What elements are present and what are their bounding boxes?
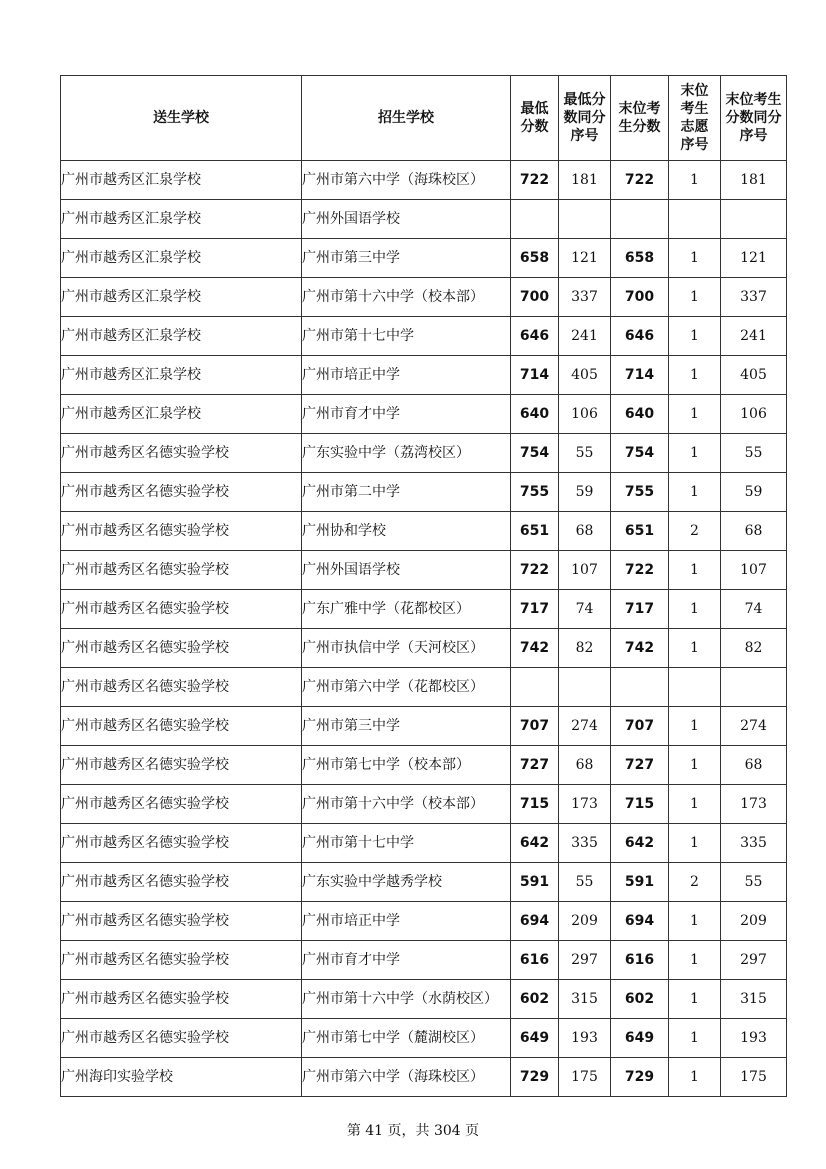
min-score-cell: 722: [511, 551, 559, 590]
recv-school-cell: 广州市培正中学: [302, 902, 511, 941]
header-min-score: 最低分数: [511, 76, 559, 161]
header-recv-school: 招生学校: [302, 76, 511, 161]
recv-school-cell: 广州市育才中学: [302, 395, 511, 434]
table-row: [61, 434, 787, 473]
recv-school-cell: 广州市第十六中学（校本部）: [302, 278, 511, 317]
last-rank-cell: 337: [721, 278, 787, 317]
min-rank-cell: 82: [559, 629, 611, 668]
table-row: [61, 1019, 787, 1058]
last-rank-cell: 59: [721, 473, 787, 512]
last-score-cell: 727: [611, 746, 669, 785]
min-score-cell: 707: [511, 707, 559, 746]
last-score-cell: 754: [611, 434, 669, 473]
last-pref-cell: 1: [669, 980, 721, 1019]
min-rank-cell: [559, 668, 611, 707]
last-pref-cell: 1: [669, 941, 721, 980]
last-pref-cell: 1: [669, 590, 721, 629]
send-school-cell: 广州市越秀区名德实验学校: [61, 863, 302, 902]
min-rank-cell: 173: [559, 785, 611, 824]
last-score-cell: 729: [611, 1058, 669, 1097]
last-score-cell: 717: [611, 590, 669, 629]
header-last-pref: 末位考生志愿序号: [669, 76, 721, 161]
last-rank-cell: 175: [721, 1058, 787, 1097]
min-rank-cell: 335: [559, 824, 611, 863]
min-rank-cell: 181: [559, 161, 611, 200]
last-score-cell: 714: [611, 356, 669, 395]
table-body: [61, 161, 787, 1097]
last-pref-cell: 1: [669, 239, 721, 278]
last-score-cell: 722: [611, 161, 669, 200]
table-row: [61, 1058, 787, 1097]
last-score-cell: 700: [611, 278, 669, 317]
min-rank-cell: [559, 200, 611, 239]
header-send-school: 送生学校: [61, 76, 302, 161]
last-pref-cell: 2: [669, 863, 721, 902]
recv-school-cell: 广州市第十六中学（校本部）: [302, 785, 511, 824]
min-score-cell: 700: [511, 278, 559, 317]
last-rank-cell: 209: [721, 902, 787, 941]
min-rank-cell: 106: [559, 395, 611, 434]
last-pref-cell: 1: [669, 278, 721, 317]
last-rank-cell: 274: [721, 707, 787, 746]
send-school-cell: 广州市越秀区名德实验学校: [61, 707, 302, 746]
recv-school-cell: 广州市第十七中学: [302, 824, 511, 863]
last-score-cell: 642: [611, 824, 669, 863]
last-pref-cell: [669, 668, 721, 707]
last-pref-cell: 1: [669, 746, 721, 785]
min-score-cell: 640: [511, 395, 559, 434]
last-score-cell: 640: [611, 395, 669, 434]
last-pref-cell: 1: [669, 707, 721, 746]
last-rank-cell: 68: [721, 746, 787, 785]
send-school-cell: 广州市越秀区汇泉学校: [61, 317, 302, 356]
min-score-cell: 714: [511, 356, 559, 395]
header-last-score: 末位考生分数: [611, 76, 669, 161]
send-school-cell: 广州市越秀区名德实验学校: [61, 941, 302, 980]
send-school-cell: 广州市越秀区汇泉学校: [61, 395, 302, 434]
table-row: [61, 161, 787, 200]
last-pref-cell: 1: [669, 785, 721, 824]
last-score-cell: 742: [611, 629, 669, 668]
last-rank-cell: 55: [721, 863, 787, 902]
last-rank-cell: 241: [721, 317, 787, 356]
last-rank-cell: 315: [721, 980, 787, 1019]
table-row: [61, 200, 787, 239]
recv-school-cell: 广州市第六中学（海珠校区）: [302, 161, 511, 200]
last-pref-cell: 1: [669, 317, 721, 356]
min-score-cell: 727: [511, 746, 559, 785]
table-row: [61, 473, 787, 512]
min-score-cell: 717: [511, 590, 559, 629]
last-rank-cell: [721, 200, 787, 239]
header-last-rank: 末位考生分数同分序号: [721, 76, 787, 161]
table-row: [61, 629, 787, 668]
min-rank-cell: 74: [559, 590, 611, 629]
last-pref-cell: 1: [669, 1058, 721, 1097]
last-score-cell: 649: [611, 1019, 669, 1058]
last-rank-cell: 106: [721, 395, 787, 434]
send-school-cell: 广州市越秀区名德实验学校: [61, 902, 302, 941]
min-score-cell: [511, 668, 559, 707]
recv-school-cell: 广东广雅中学（花都校区）: [302, 590, 511, 629]
recv-school-cell: 广州市第七中学（校本部）: [302, 746, 511, 785]
last-score-cell: 591: [611, 863, 669, 902]
recv-school-cell: 广州市第三中学: [302, 707, 511, 746]
last-score-cell: 616: [611, 941, 669, 980]
recv-school-cell: 广州市第六中学（花都校区）: [302, 668, 511, 707]
min-score-cell: 646: [511, 317, 559, 356]
last-score-cell: 755: [611, 473, 669, 512]
min-score-cell: 694: [511, 902, 559, 941]
recv-school-cell: 广州市第二中学: [302, 473, 511, 512]
table-row: [61, 317, 787, 356]
min-rank-cell: 405: [559, 356, 611, 395]
last-pref-cell: 1: [669, 434, 721, 473]
recv-school-cell: 广州市第十六中学（水荫校区）: [302, 980, 511, 1019]
last-pref-cell: 1: [669, 629, 721, 668]
table-row: [61, 356, 787, 395]
send-school-cell: 广州市越秀区名德实验学校: [61, 746, 302, 785]
table-row: [61, 707, 787, 746]
send-school-cell: 广州市越秀区名德实验学校: [61, 434, 302, 473]
last-rank-cell: 121: [721, 239, 787, 278]
recv-school-cell: 广州市育才中学: [302, 941, 511, 980]
min-rank-cell: 59: [559, 473, 611, 512]
table-row: [61, 590, 787, 629]
table-row: [61, 668, 787, 707]
table-row: [61, 902, 787, 941]
send-school-cell: 广州市越秀区名德实验学校: [61, 785, 302, 824]
min-score-cell: 715: [511, 785, 559, 824]
send-school-cell: 广州海印实验学校: [61, 1058, 302, 1097]
last-rank-cell: 405: [721, 356, 787, 395]
last-score-cell: [611, 200, 669, 239]
send-school-cell: 广州市越秀区汇泉学校: [61, 161, 302, 200]
min-score-cell: 591: [511, 863, 559, 902]
recv-school-cell: 广州市第十七中学: [302, 317, 511, 356]
min-score-cell: 742: [511, 629, 559, 668]
recv-school-cell: 广州外国语学校: [302, 200, 511, 239]
score-table: [60, 75, 787, 1097]
min-rank-cell: 175: [559, 1058, 611, 1097]
min-rank-cell: 107: [559, 551, 611, 590]
last-pref-cell: 1: [669, 824, 721, 863]
last-score-cell: 658: [611, 239, 669, 278]
last-pref-cell: 1: [669, 902, 721, 941]
min-score-cell: 651: [511, 512, 559, 551]
last-rank-cell: 335: [721, 824, 787, 863]
last-rank-cell: 68: [721, 512, 787, 551]
min-score-cell: 729: [511, 1058, 559, 1097]
table-row: [61, 863, 787, 902]
recv-school-cell: 广东实验中学（荔湾校区）: [302, 434, 511, 473]
last-pref-cell: 1: [669, 1019, 721, 1058]
last-pref-cell: 1: [669, 161, 721, 200]
page-footer: 第 41 页，共 304 页: [346, 1123, 480, 1139]
send-school-cell: 广州市越秀区名德实验学校: [61, 512, 302, 551]
min-rank-cell: 297: [559, 941, 611, 980]
table-row: [61, 746, 787, 785]
table-header-row: [61, 76, 787, 161]
min-score-cell: 658: [511, 239, 559, 278]
min-rank-cell: 209: [559, 902, 611, 941]
send-school-cell: 广州市越秀区汇泉学校: [61, 239, 302, 278]
min-rank-cell: 55: [559, 863, 611, 902]
recv-school-cell: 广州市执信中学（天河校区）: [302, 629, 511, 668]
send-school-cell: 广州市越秀区名德实验学校: [61, 629, 302, 668]
recv-school-cell: 广州市第六中学（海珠校区）: [302, 1058, 511, 1097]
last-rank-cell: 193: [721, 1019, 787, 1058]
table-row: [61, 824, 787, 863]
last-pref-cell: [669, 200, 721, 239]
last-rank-cell: 297: [721, 941, 787, 980]
send-school-cell: 广州市越秀区名德实验学校: [61, 980, 302, 1019]
min-rank-cell: 68: [559, 512, 611, 551]
table-row: [61, 980, 787, 1019]
last-score-cell: [611, 668, 669, 707]
last-score-cell: 707: [611, 707, 669, 746]
last-rank-cell: 181: [721, 161, 787, 200]
last-rank-cell: 55: [721, 434, 787, 473]
last-rank-cell: 173: [721, 785, 787, 824]
send-school-cell: 广州市越秀区名德实验学校: [61, 551, 302, 590]
table-row: [61, 512, 787, 551]
table-row: [61, 395, 787, 434]
last-pref-cell: 1: [669, 395, 721, 434]
table-row: [61, 551, 787, 590]
last-score-cell: 651: [611, 512, 669, 551]
table-row: [61, 278, 787, 317]
send-school-cell: 广州市越秀区名德实验学校: [61, 590, 302, 629]
last-score-cell: 715: [611, 785, 669, 824]
min-rank-cell: 315: [559, 980, 611, 1019]
last-rank-cell: 74: [721, 590, 787, 629]
send-school-cell: 广州市越秀区名德实验学校: [61, 473, 302, 512]
recv-school-cell: 广州市第七中学（麓湖校区）: [302, 1019, 511, 1058]
min-rank-cell: 274: [559, 707, 611, 746]
min-score-cell: 602: [511, 980, 559, 1019]
send-school-cell: 广州市越秀区名德实验学校: [61, 668, 302, 707]
min-score-cell: 642: [511, 824, 559, 863]
recv-school-cell: 广州外国语学校: [302, 551, 511, 590]
recv-school-cell: 广州市培正中学: [302, 356, 511, 395]
last-score-cell: 646: [611, 317, 669, 356]
send-school-cell: 广州市越秀区汇泉学校: [61, 200, 302, 239]
min-rank-cell: 68: [559, 746, 611, 785]
last-rank-cell: [721, 668, 787, 707]
table-row: [61, 785, 787, 824]
send-school-cell: 广州市越秀区名德实验学校: [61, 1019, 302, 1058]
min-score-cell: [511, 200, 559, 239]
min-rank-cell: 121: [559, 239, 611, 278]
min-rank-cell: 55: [559, 434, 611, 473]
last-pref-cell: 1: [669, 551, 721, 590]
recv-school-cell: 广州市第三中学: [302, 239, 511, 278]
send-school-cell: 广州市越秀区汇泉学校: [61, 278, 302, 317]
table-row: [61, 941, 787, 980]
min-score-cell: 649: [511, 1019, 559, 1058]
last-pref-cell: 2: [669, 512, 721, 551]
min-rank-cell: 241: [559, 317, 611, 356]
send-school-cell: 广州市越秀区汇泉学校: [61, 356, 302, 395]
last-pref-cell: 1: [669, 473, 721, 512]
min-score-cell: 616: [511, 941, 559, 980]
min-score-cell: 755: [511, 473, 559, 512]
send-school-cell: 广州市越秀区名德实验学校: [61, 824, 302, 863]
last-rank-cell: 107: [721, 551, 787, 590]
last-rank-cell: 82: [721, 629, 787, 668]
min-rank-cell: 193: [559, 1019, 611, 1058]
header-min-rank: 最低分数同分序号: [559, 76, 611, 161]
last-score-cell: 722: [611, 551, 669, 590]
min-score-cell: 754: [511, 434, 559, 473]
last-pref-cell: 1: [669, 356, 721, 395]
min-rank-cell: 337: [559, 278, 611, 317]
last-score-cell: 694: [611, 902, 669, 941]
recv-school-cell: 广州协和学校: [302, 512, 511, 551]
min-score-cell: 722: [511, 161, 559, 200]
table-row: [61, 239, 787, 278]
recv-school-cell: 广东实验中学越秀学校: [302, 863, 511, 902]
last-score-cell: 602: [611, 980, 669, 1019]
